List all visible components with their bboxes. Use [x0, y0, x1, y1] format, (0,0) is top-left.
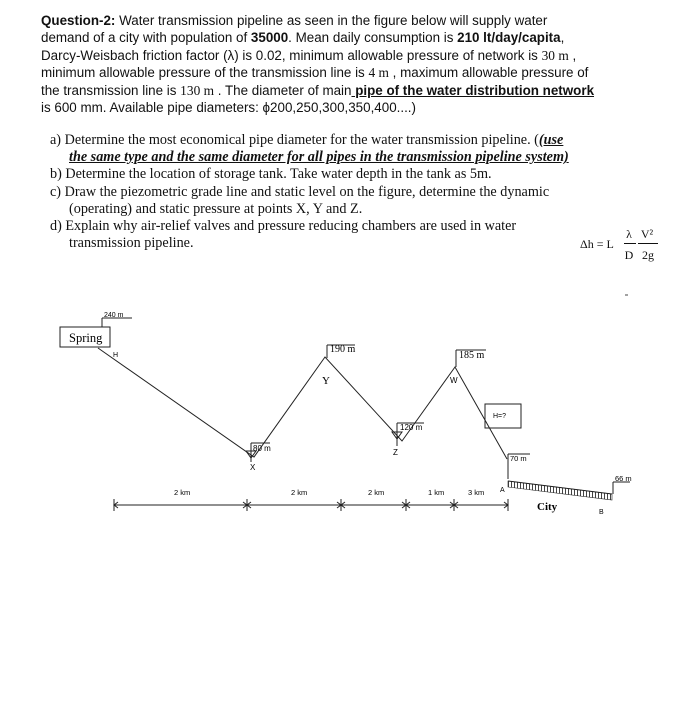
z-elev: 120 m	[400, 423, 423, 432]
city-hatch	[508, 481, 612, 500]
w-elev: 185 m	[459, 350, 485, 361]
part-d: d) Explain why air-relief valves and pressure reducing chambers are used in water	[50, 218, 517, 235]
spring-label: Spring	[69, 331, 103, 345]
dist-3: 2 km	[368, 488, 385, 497]
y-elev: 190 m	[330, 344, 356, 355]
pipeline	[98, 348, 507, 459]
h-label: H	[113, 352, 119, 359]
part-c-cont: (operating) and static pressure at points X, Y and Z.	[69, 200, 363, 217]
a-elev: 70 m	[510, 454, 527, 463]
b-label: B	[599, 509, 604, 516]
tank-label: H=?	[493, 413, 507, 420]
w-label: W	[450, 376, 458, 385]
z-label: Z	[393, 448, 398, 457]
part-b: b) Determine the location of storage tank. Take water depth in the tank as 5m.	[50, 166, 492, 183]
b-elev: 66 m	[615, 474, 632, 483]
dist-1: 2 km	[174, 488, 191, 497]
part-d-cont: transmission pipeline.	[69, 235, 194, 252]
dist-4: 1 km	[428, 488, 445, 497]
part-c: c) Draw the piezometric grade line and static level on the figure, determine the dynamic	[50, 183, 550, 200]
part-a-note: the same type and the same diameter for all pipes in the transmission pipeline system)	[69, 149, 569, 166]
spring-elev: 240 m	[104, 312, 124, 319]
a-label: A	[500, 487, 505, 494]
dist-2: 2 km	[291, 488, 308, 497]
y-label: Y	[322, 375, 330, 387]
question-text: Question-2: Water transmission pipeline as seen in the figure below will supply water demand of a city with population of 35000. Mean daily consumption is 210 lt/day/capita, Darcy-Weisbach friction factor (λ) is 0.02, minimum allowable pressure of network is 30 m , minimum allowable pressure of the transmission line is 4 m , maximum allowable pressure of the transmission line is 130 m . The diameter of main pipe of the water distribution network is 600 mm. Available pipe diameters: ϕ200,250,300,350,400....)	[41, 13, 595, 116]
dist-5: 3 km	[468, 488, 485, 497]
x-elev: 80 m	[253, 444, 271, 453]
city-label: City	[537, 501, 558, 513]
part-a: a) Determine the most economical pipe diameter for the water transmission pipeline. ((use	[50, 132, 564, 148]
x-label: X	[250, 463, 256, 472]
question-label: Question-2:	[41, 13, 116, 28]
